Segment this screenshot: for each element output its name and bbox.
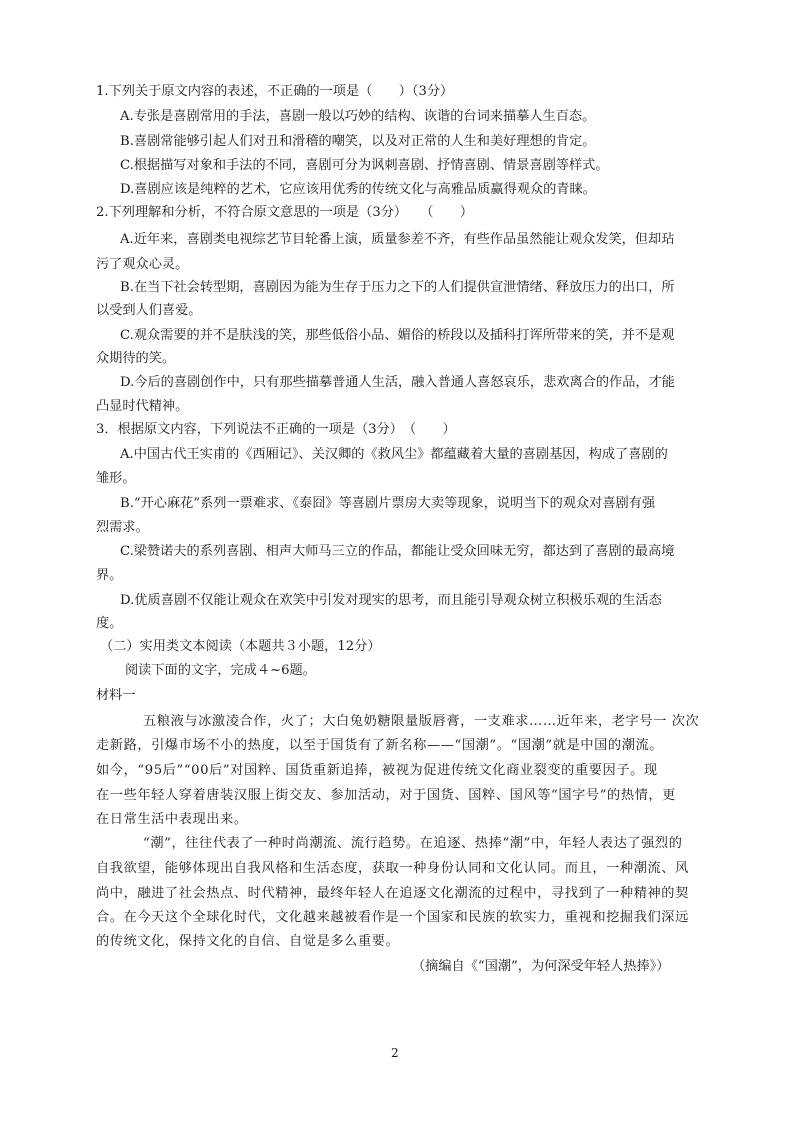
question-2-option-d-line1: D.今后的喜剧创作中，只有那些描摹普通人生活，融入普通人喜怒哀乐，悲欢离合的作品，才能: [120, 375, 675, 390]
section-2-title: （二）实用类文本阅读（本题共３小题，12分）: [100, 639, 381, 654]
question-3-stem: 3．根据原文内容，下列说法不正确的一项是（3分） （ ）: [96, 422, 456, 437]
question-3-option-d-line2: 度。: [96, 616, 123, 631]
question-2-stem: 2.下列理解和分析，不符合原文意思的一项是（3分） （ ）: [96, 205, 474, 220]
source-citation: （摘编自《“国潮”，为何深受年轻人热捧》）: [412, 959, 670, 974]
material-p1-line4: 在一些年轻人穿着唐装汉服上街交友、参加活动，对于国货、国粹、国风等“国字号”的热情，更: [96, 788, 676, 803]
question-3-option-a-line2: 雏形。: [96, 471, 136, 486]
question-1-option-d: D.喜剧应该是纯粹的艺术，它应该用优秀的传统文化与高雅品质赢得观众的青睐。: [120, 182, 596, 197]
question-3-option-a-line1: A.中国古代王实甫的《西厢记》、关汉卿的《救风尘》都蕴藏着大量的喜剧基因，构成了喜剧的: [120, 447, 668, 462]
material-p1-line1: 五粮液与冰激凌合作，火了；大白兔奶糖限量版唇膏，一支难求……近年来，老字号一 次次: [143, 714, 700, 729]
question-2-option-d-line2: 凸显时代精神。: [96, 399, 189, 414]
question-3-option-b-line1: B.“开心麻花”系列一票难求、《泰囧》等喜剧片票房大卖等现象，说明当下的观众对喜剧有强: [120, 496, 656, 511]
question-1-stem: 1.下列关于原文内容的表述，不正确的一项是（ ）（3分）: [96, 84, 454, 99]
material-p2-line4: 合。在今天这个全球化时代，文化越来越被看作是一个国家和民族的软实力，重视和挖掘我们深远: [96, 910, 689, 925]
question-3-option-c-line1: C.梁赞诺夫的系列喜剧、相声大师马三立的作品，都能让受众回味无穷，都达到了喜剧的最高境: [120, 544, 675, 559]
question-3-option-b-line2: 烈需求。: [96, 520, 149, 535]
material-p2-line1: “潮”，往往代表了一种时尚潮流、流行趋势。在追逐、热捧“潮”中，年轻人表达了强烈的: [143, 836, 683, 851]
page-number: 2: [391, 1046, 399, 1060]
question-3-option-d-line1: D.优质喜剧不仅能让观众在欢笑中引发对现实的思考，而且能引导观众树立积极乐观的生活态: [120, 593, 662, 608]
question-3-option-c-line2: 界。: [96, 568, 123, 583]
material-label: 材料一: [96, 688, 136, 703]
material-p1-line2: 走新路，引爆市场不小的热度，以至于国货有了新名称——“国潮”。“国潮”就是中国的潮流。: [96, 738, 664, 753]
material-p1-line5: 在日常生活中表现出来。: [96, 812, 248, 827]
question-2-option-a-line2: 污了观众心灵。: [96, 257, 189, 272]
material-p2-line3: 尚中，融进了社会热点、时代精神，最终年轻人在追逐文化潮流的过程中，寻找到了一种精神的契: [96, 886, 689, 901]
section-2-instruction: 阅读下面的文字，完成４~6题。: [125, 663, 316, 678]
question-2-option-c-line2: 众期待的笑。: [96, 351, 176, 366]
question-2-option-b-line1: B.在当下社会转型期，喜剧因为能为生存于压力之下的人们提供宣泄情绪、释放压力的出口，所: [120, 280, 675, 295]
question-2-option-c-line1: C.观众需要的并不是肤浅的笑，那些低俗小品、媚俗的桥段以及插科打诨所带来的笑，并不是观: [120, 328, 675, 343]
question-1-option-a: A.专张是喜剧常用的手法，喜剧一般以巧妙的结构、诙谐的台词来描摹人生百态。: [120, 109, 596, 124]
question-1-option-b: B.喜剧常能够引起人们对丑和滑稽的嘲笑，以及对正常的人生和美好理想的肯定。: [120, 134, 596, 149]
question-2-option-a-line1: A.近年来，喜剧类电视综艺节目轮番上演，质量参差不齐，有些作品虽然能让观众发笑，但却玷: [120, 232, 675, 247]
question-1-option-c: C.根据描写对象和手法的不同，喜剧可分为讽刺喜剧、抒情喜剧、情景喜剧等样式。: [120, 158, 609, 173]
question-2-option-b-line2: 以受到人们喜爱。: [96, 303, 202, 318]
material-p2-line2: 自我欲望，能够体现出自我风格和生活态度，获取一种身份认同和文化认同。而且，一种潮流、风: [96, 861, 689, 876]
material-p1-line3: 如今，“95后”“00后”对国粹、国货重新追捧，被视为促进传统文化商业裂变的重要因子。现: [96, 763, 658, 778]
material-p2-line5: 的传统文化，保持文化的自信、自觉是多么重要。: [96, 934, 400, 949]
